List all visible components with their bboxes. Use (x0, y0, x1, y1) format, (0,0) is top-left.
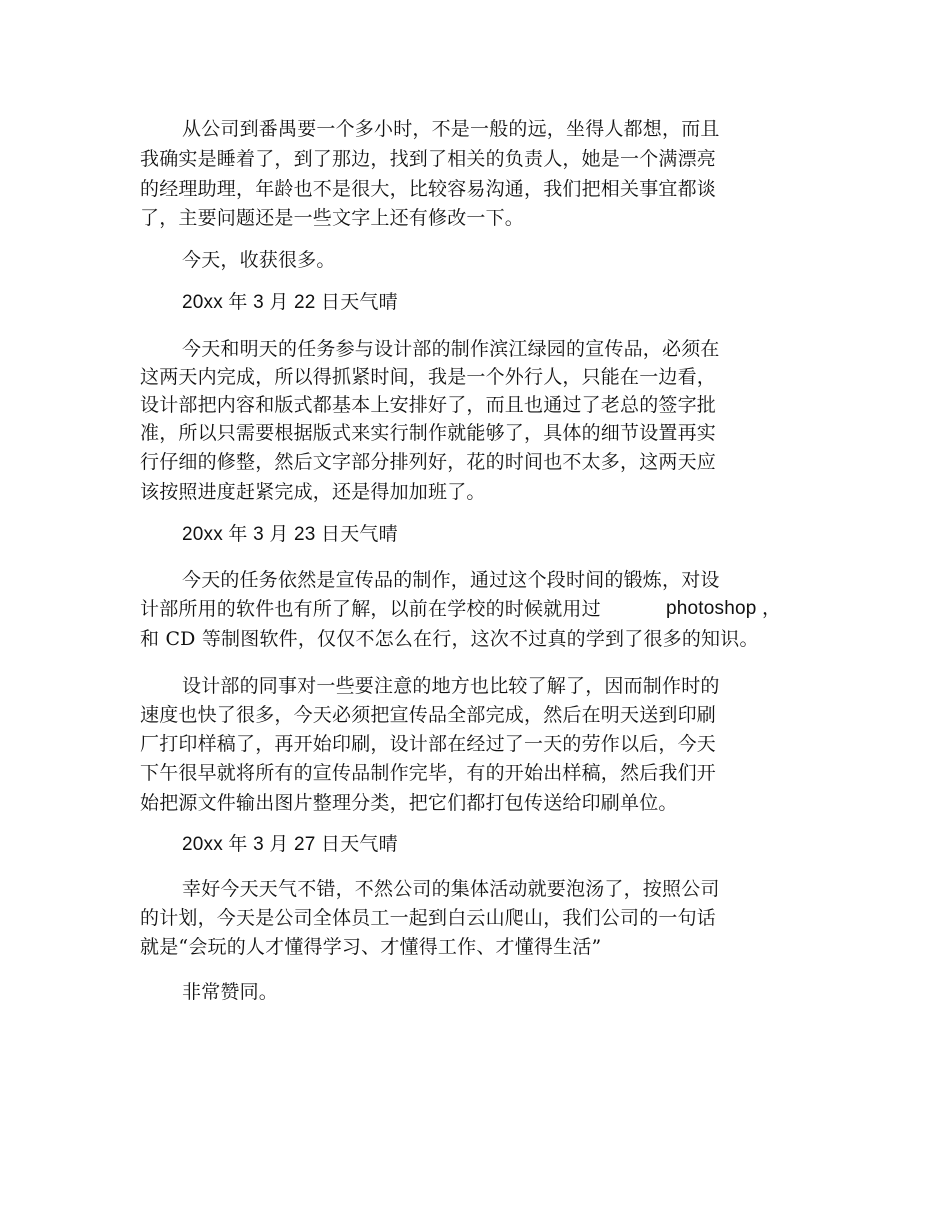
text-line: 幸好今天天气不错，不然公司的集体活动就要泡汤了，按照公司 (182, 878, 720, 900)
diary-date-heading: 20xx 年 3 月 23 日天气晴 (182, 524, 398, 545)
text-line: 的计划，今天是公司全体员工一起到白云山爬山，我们公司的一句话 (140, 907, 717, 929)
text-line: 准，所以只需要根据版式来实行制作就能够了，具体的细节设置再实 (140, 422, 717, 444)
text-line: 这两天内完成，所以得抓紧时间，我是一个外行人，只能在一边看， (140, 366, 717, 388)
text-line: 今天，收获很多。 (182, 249, 336, 271)
diary-date-heading: 20xx 年 3 月 27 日天气晴 (182, 834, 398, 855)
text-line: 下午很早就将所有的宣传品制作完毕，有的开始出样稿，然后我们开 (140, 762, 717, 784)
text-line: 就是“会玩的人才懂得学习、才懂得工作、才懂得生活” (140, 936, 602, 958)
text-line: 的经理助理，年龄也不是很大，比较容易沟通，我们把相关事宜都谈 (140, 178, 717, 200)
text-line: 始把源文件输出图片整理分类，把它们都打包传送给印刷单位。 (140, 792, 678, 814)
text-line: 行仔细的修整，然后文字部分排列好，花的时间也不太多，这两天应 (140, 451, 717, 473)
text-line: 速度也快了很多，今天必须把宣传品全部完成，然后在明天送到印刷 (140, 704, 717, 726)
text-line: 今天和明天的任务参与设计部的制作滨江绿园的宣传品，必须在 (182, 338, 720, 360)
text-line: 从公司到番禺要一个多小时，不是一般的远，坐得人都想，而且 (182, 118, 720, 140)
text-line: 今天的任务依然是宣传品的制作，通过这个段时间的锻炼，对设 (182, 569, 720, 591)
text-line: 和 CD 等制图软件，仅仅不怎么在行，这次不过真的学到了很多的知识。 (140, 628, 759, 650)
text-line: 厂打印样稿了，再开始印刷，设计部在经过了一天的劳作以后，今天 (140, 733, 717, 755)
text-line: 该按照进度赶紧完成，还是得加加班了。 (140, 481, 486, 503)
text-line: 计部所用的软件也有所了解，以前在学校的时候就用过 (140, 598, 601, 620)
text-line: 非常赞同。 (182, 981, 279, 1003)
text-line: 我确实是睡着了，到了那边，找到了相关的负责人，她是一个满漂亮 (140, 148, 717, 170)
text-line: photoshop ， (666, 598, 782, 619)
diary-date-heading: 20xx 年 3 月 22 日天气晴 (182, 292, 398, 313)
text-line: 设计部把内容和版式都基本上安排好了，而且也通过了老总的签字批 (140, 394, 717, 416)
text-line: 设计部的同事对一些要注意的地方也比较了解了，因而制作时的 (182, 675, 720, 697)
text-line: 了，主要问题还是一些文字上还有修改一下。 (140, 207, 525, 229)
